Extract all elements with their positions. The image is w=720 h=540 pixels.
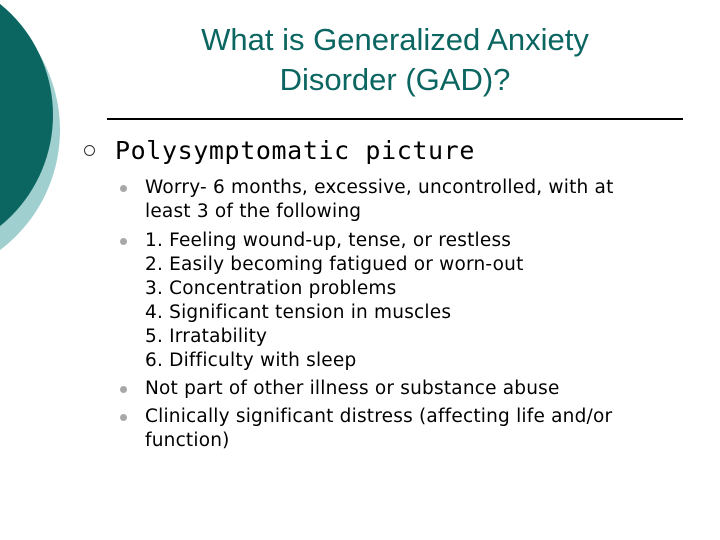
bullet-line: Worry- 6 months, excessive, uncontrolled, with at [145, 177, 614, 198]
bullet-item [145, 377, 560, 401]
bullet-line: 3. Concentration problems [145, 278, 397, 299]
bullet-dot-icon [120, 414, 127, 421]
bullet-line: 6. Difficulty with sleep [145, 350, 357, 371]
bullet-dot-icon [120, 238, 127, 245]
bullet-line: least 3 of the following [145, 201, 362, 222]
bullet-dot-icon [120, 386, 127, 393]
bullet-line: 4. Significant tension in muscles [145, 302, 452, 323]
bullet-line: Clinically significant distress (affecting life and/or [145, 406, 613, 427]
slide-title [110, 20, 680, 100]
title-line: Disorder (GAD)? [279, 62, 511, 97]
title-line: What is Generalized Anxiety [201, 22, 589, 57]
bullet-line: 1. Feeling wound-up, tense, or restless [145, 230, 512, 251]
bullet-line: function) [145, 430, 230, 451]
level1-bullet-text: Polysymptomatic picture [115, 136, 475, 165]
hollow-circle-bullet-icon [84, 145, 95, 156]
bullet-item [145, 405, 612, 453]
title-divider [107, 118, 683, 120]
bullet-line: 2. Easily becoming fatigued or worn-out [145, 254, 524, 275]
bullet-item [145, 229, 524, 373]
bullet-item [145, 176, 614, 224]
bullet-line: Not part of other illness or substance abuse [145, 378, 560, 399]
bullet-dot-icon [120, 185, 127, 192]
bullet-line: 5. Irratability [145, 326, 268, 347]
